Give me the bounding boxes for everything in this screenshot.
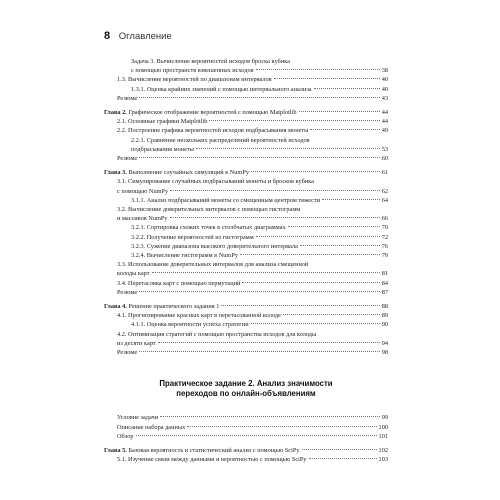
toc-page-number: 38: [381, 67, 388, 75]
toc-entry: [104, 154, 388, 163]
toc-page-number: 102: [378, 446, 388, 454]
toc-entry-line: 3.3. Использование доверительных интервалов для анализа смещенной: [117, 261, 309, 269]
toc-entry-text: [117, 288, 137, 297]
toc-chapter-entry: [104, 446, 388, 455]
toc-entry-title: 2.1. Основные графики Matplotlib: [117, 118, 208, 126]
toc-entry: [104, 57, 388, 75]
toc-entry-text: [117, 455, 307, 464]
toc-entry-title: и массивов NumPy: [117, 215, 168, 223]
toc-entry-final-line: [117, 423, 388, 432]
toc-entry: [104, 177, 388, 195]
page-header: [104, 30, 172, 42]
dot-leader: [256, 236, 380, 237]
dot-leader: [139, 351, 380, 352]
toc-page-number: 99: [381, 414, 388, 422]
toc-entry-final-line: [117, 126, 388, 135]
toc-entry: [104, 260, 388, 278]
toc-entry-title: Обзор: [117, 432, 134, 440]
toc-entry-title: Выполнение случайных симуляций в NumPy: [128, 169, 249, 177]
toc-entry-title: колоды карт: [117, 270, 150, 278]
toc-entry-text: [131, 196, 320, 205]
toc-entry-final-line: [117, 288, 388, 297]
toc-entry-text: [131, 233, 254, 242]
toc-entry-title: 3.1.1. Анализ подбрасываний монеты со смещенным центром тяжести: [131, 196, 321, 204]
dot-leader: [299, 111, 380, 112]
toc-page-number: 84: [381, 279, 388, 287]
toc-page-number: 61: [381, 169, 388, 177]
toc-entry: [104, 242, 388, 251]
dot-leader: [170, 217, 380, 218]
toc-entry: [104, 279, 388, 288]
toc-entry: [104, 251, 388, 260]
toc-entry: [104, 94, 388, 103]
toc-entry-title: 4.1.1. Оценка вероятности успеха стратегии: [131, 321, 249, 329]
practical-task-heading-line-1: Практическое задание 2. Анализ значимости: [159, 379, 333, 389]
toc-entry-final-line: [117, 214, 388, 223]
toc-entry-line: 3.1. Симулирование случайных подбрасываний монеты и бросков кубика: [117, 178, 314, 186]
toc-page-number: 44: [381, 118, 388, 126]
toc-entry-final-line: [104, 108, 388, 117]
dot-leader: [187, 426, 376, 427]
toc-page-number: 49: [381, 127, 388, 135]
toc-entry-text: [104, 446, 300, 455]
toc-entry-final-line: [104, 168, 388, 177]
dot-leader: [196, 148, 380, 149]
toc-entry-text: [117, 75, 272, 84]
dot-leader: [256, 69, 380, 70]
toc-page-number: 64: [381, 196, 388, 204]
toc-entry-final-line: [117, 279, 388, 288]
dot-leader: [310, 129, 379, 130]
dot-leader: [221, 305, 379, 306]
toc-entry-final-line: [117, 75, 388, 84]
toc-entry-text: [117, 423, 185, 432]
toc-entry: [104, 348, 388, 357]
toc-entry-final-line: [117, 187, 388, 196]
toc-entry: [104, 233, 388, 242]
toc-entry-final-line: [117, 348, 388, 357]
toc-entry-final-line: [131, 145, 388, 154]
toc-entry-title: 3.2.2. Получение вероятностей из гистограмм: [131, 233, 254, 241]
toc-entry-final-line: [131, 251, 388, 260]
toc-entry-text: [131, 66, 254, 75]
toc-entry: [104, 205, 388, 223]
toc-entry-line: 2.2.1. Сравнение нескольких распределений вероятностей исходов: [131, 136, 310, 144]
toc-entry-title: Условие задачи: [117, 414, 159, 422]
toc-entry-text: [104, 302, 219, 311]
dot-leader: [288, 226, 380, 227]
toc-page-number: 98: [381, 349, 388, 357]
table-of-contents: [104, 57, 388, 464]
dot-leader: [152, 272, 380, 273]
chapter-label: Глава 4.: [104, 303, 127, 311]
toc-entry-title: 2.2. Построение графика вероятностей исходов подбрасывания монеты: [117, 127, 309, 135]
toc-entry-title: Резюме: [117, 288, 138, 296]
toc-page-number: 87: [381, 288, 388, 296]
toc-entry-text: [131, 85, 312, 94]
toc-page-number: 44: [381, 109, 388, 117]
toc-entry-text: [117, 432, 134, 441]
dot-leader: [136, 435, 377, 436]
toc-entry-final-line: [131, 66, 388, 75]
toc-page-number: 79: [381, 252, 388, 260]
toc-entry-final-line: [104, 446, 388, 455]
toc-entry-final-line: [117, 432, 388, 441]
toc-entry-text: [117, 339, 156, 348]
toc-entry-title: 3.4. Перетасовка карт с помощью пермутаций: [117, 279, 241, 287]
toc-entry: [104, 455, 388, 464]
toc-page-number: 70: [381, 224, 388, 232]
dot-leader: [170, 190, 380, 191]
toc-entry-text: [131, 223, 286, 232]
chapter-label: Глава 2.: [104, 109, 127, 117]
toc-entry-title: Базовая вероятность и статистический анализ с помощью SciPy: [128, 446, 300, 454]
toc-chapter-entry: [104, 168, 388, 177]
toc-entry-text: [117, 154, 137, 163]
toc-entry-final-line: [131, 223, 388, 232]
dot-leader: [209, 120, 379, 121]
toc-entry: [104, 320, 388, 329]
toc-entry-text: [117, 126, 308, 135]
toc-part-2: [104, 413, 388, 464]
toc-entry-title: 3.2.3. Сужение диапазона высокого доверительного интервала: [131, 242, 298, 250]
dot-leader: [322, 199, 380, 200]
toc-part-1: [104, 57, 388, 357]
toc-entry-text: [117, 94, 137, 103]
toc-entry-final-line: [131, 85, 388, 94]
toc-page-number: 88: [381, 303, 388, 311]
page-number: 8: [104, 30, 111, 42]
toc-entry-final-line: [131, 242, 388, 251]
toc-entry-text: [117, 279, 240, 288]
toc-entry-title: с помощью NumPy: [117, 187, 169, 195]
dot-leader: [283, 314, 380, 315]
toc-entry: [104, 311, 388, 320]
dot-leader: [139, 291, 380, 292]
dot-leader: [139, 157, 380, 158]
toc-entry-final-line: [131, 196, 388, 205]
toc-entry-line: Задача 3. Вычисление вероятностей исходов броска кубика: [131, 58, 290, 65]
toc-entry-text: [104, 108, 297, 117]
toc-page-number: 66: [381, 215, 388, 223]
chapter-label: Глава 3.: [104, 169, 127, 177]
toc-page-number: 53: [381, 145, 388, 153]
toc-entry: [104, 423, 388, 432]
toc-page-number: 103: [378, 456, 388, 464]
dot-leader: [158, 342, 380, 343]
dot-leader: [240, 254, 380, 255]
toc-entry-title: с помощью пространств взвешенных исходов: [131, 67, 254, 75]
toc-entry-text: [131, 145, 194, 154]
toc-entry-title: Описание набора данных: [117, 423, 186, 431]
toc-page-number: 62: [381, 187, 388, 195]
toc-entry: [104, 117, 388, 126]
toc-entry-text: [131, 251, 238, 260]
toc-entry: [104, 413, 388, 422]
toc-entry-text: [104, 168, 249, 177]
toc-entry: [104, 196, 388, 205]
toc-entry-title: Решение практического задания 1: [128, 303, 220, 311]
toc-page-number: 94: [381, 339, 388, 347]
toc-entry-final-line: [117, 339, 388, 348]
toc-entry-title: подбрасывания монеты: [131, 145, 194, 153]
toc-entry: [104, 85, 388, 94]
toc-entry-line: 3.2. Вычисление доверительных интервалов с помощью гистограмм: [117, 206, 301, 214]
toc-page-number: 101: [378, 432, 388, 440]
toc-chapter-entry: [104, 108, 388, 117]
toc-entry-text: [117, 413, 158, 422]
toc-entry: [104, 136, 388, 154]
toc-entry-title: 3.2.1. Сортировка схожих точек в столбчатых диаграммах: [131, 224, 286, 232]
toc-page-number: 89: [381, 312, 388, 320]
toc-entry-final-line: [104, 302, 388, 311]
toc-entry-text: [131, 242, 298, 251]
toc-page-number: 60: [381, 155, 388, 163]
toc-entry-final-line: [117, 94, 388, 103]
toc-entry-line: 4.2. Оптимизация стратегий с помощью пространства исходов для колоды: [117, 330, 317, 338]
toc-entry-title: 1.3. Вычисление вероятностей по диапазонам интервалов: [117, 76, 272, 84]
toc-page-number: 43: [381, 94, 388, 102]
toc-entry: [104, 223, 388, 232]
dot-leader: [314, 88, 380, 89]
dot-leader: [274, 78, 380, 79]
toc-entry-text: [117, 269, 150, 278]
toc-entry-final-line: [117, 413, 388, 422]
toc-entry: [104, 288, 388, 297]
toc-entry-title: из десяти карт: [117, 339, 156, 347]
toc-entry-final-line: [117, 455, 388, 464]
running-title: Оглавление: [118, 31, 172, 42]
toc-page-number: 90: [381, 321, 388, 329]
dot-leader: [302, 449, 377, 450]
toc-entry-final-line: [131, 320, 388, 329]
toc-entry-text: [117, 117, 207, 126]
toc-entry-final-line: [131, 233, 388, 242]
toc-entry-title: Резюме: [117, 349, 138, 357]
dot-leader: [309, 458, 377, 459]
toc-entry-final-line: [117, 154, 388, 163]
toc-entry-title: Графическое отображение вероятностей с помощью Matplotlib: [128, 109, 297, 117]
toc-entry-final-line: [117, 269, 388, 278]
toc-entry-title: 3.2.4. Вычисление гистограмм в NumPy: [131, 252, 238, 260]
dot-leader: [242, 282, 379, 283]
toc-page-number: 81: [381, 270, 388, 278]
toc-entry-title: 5.1. Изучение связи между данными и вероятностью с помощью SciPy: [117, 456, 307, 464]
toc-entry: [104, 126, 388, 135]
toc-entry-text: [117, 187, 168, 196]
chapter-label: Глава 5.: [104, 446, 127, 454]
toc-page-number: 40: [381, 85, 388, 93]
toc-entry-text: [131, 320, 249, 329]
toc-entry-text: [117, 311, 281, 320]
toc-entry: [104, 330, 388, 348]
toc-chapter-entry: [104, 302, 388, 311]
toc-entry-title: 1.3.1. Оценка крайних значений с помощью интервального анализа: [131, 85, 312, 93]
toc-entry-title: Резюме: [117, 94, 138, 102]
toc-entry-final-line: [117, 311, 388, 320]
toc-entry-text: [117, 214, 168, 223]
toc-entry: [104, 432, 388, 441]
toc-entry: [104, 75, 388, 84]
practical-task-heading: [104, 379, 388, 399]
toc-entry-final-line: [117, 117, 388, 126]
toc-entry-title: Резюме: [117, 155, 138, 163]
practical-task-heading-line-2: переходов по онлайн-объявлениям: [176, 389, 316, 399]
toc-page-number: 100: [378, 423, 388, 431]
toc-page-number: 76: [381, 242, 388, 250]
dot-leader: [300, 245, 380, 246]
dot-leader: [251, 323, 380, 324]
toc-entry-title: 4.1. Прогнозирование красных карт в перетасованной колоде: [117, 312, 281, 320]
toc-page-number: 40: [381, 76, 388, 84]
dot-leader: [160, 416, 380, 417]
dot-leader: [139, 97, 380, 98]
toc-page-number: 72: [381, 233, 388, 241]
toc-entry-text: [117, 348, 137, 357]
dot-leader: [251, 171, 380, 172]
